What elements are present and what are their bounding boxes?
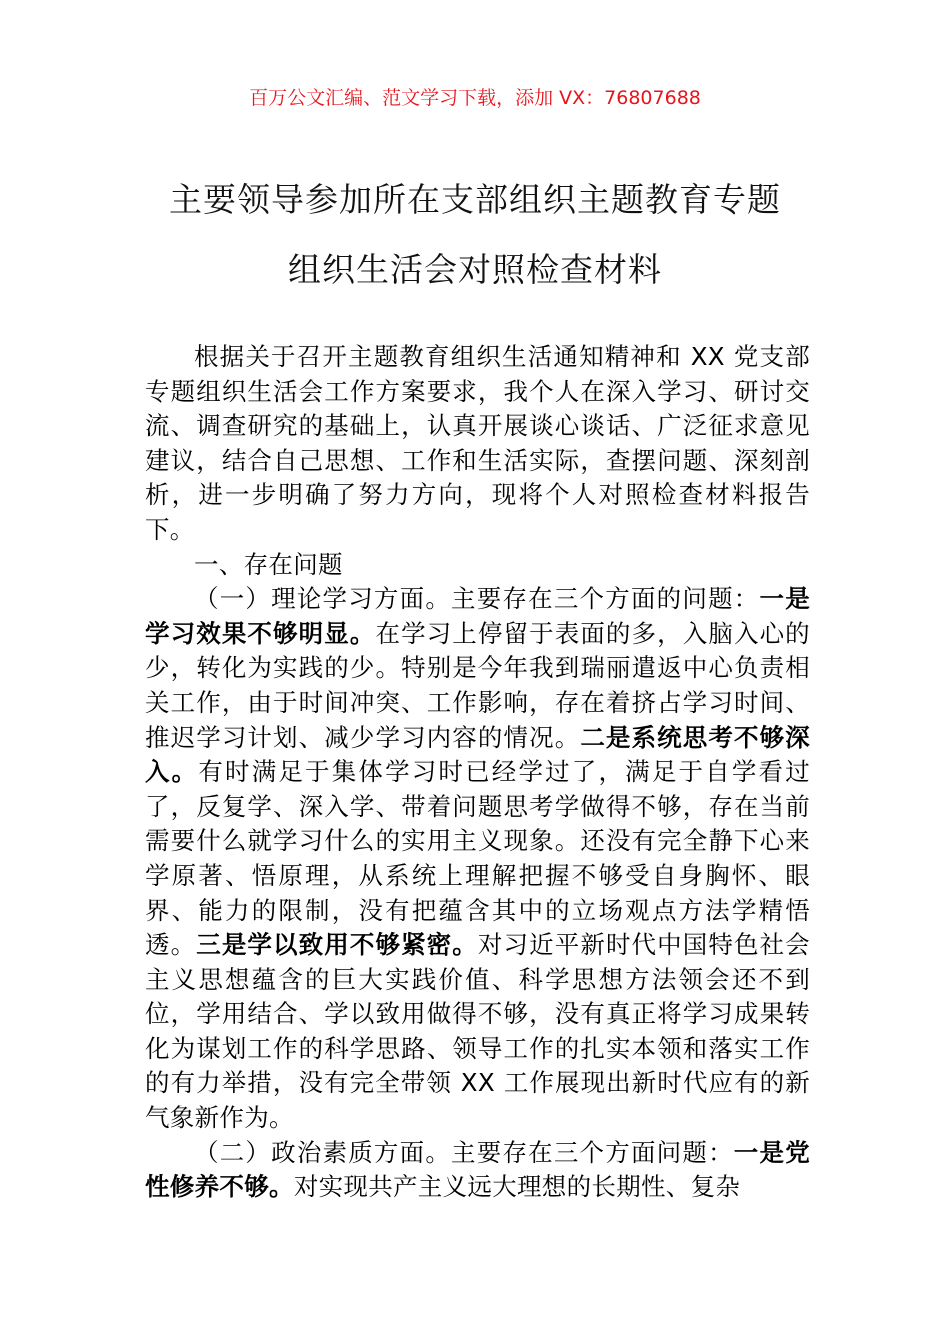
paragraph-lead: （二）政治素质方面。主要存在三个方面问题： <box>194 1137 734 1167</box>
paragraph-political-quality <box>145 1136 810 1205</box>
point-text: 对实现共产主义远大理想的长期性、复杂 <box>293 1172 741 1202</box>
document-title-line-2: 组织生活会对照检查材料 <box>288 250 662 289</box>
point-text: 对习近平新时代中国特色社会主义思想蕴含的巨大实践价值、科学思想方法领会还不到位，学用结合、学以致用做得不够，没有真正将学习成果转化为谋划工作的科学思路、领导工作的扎实本领和落实工作的有力举措，没有完全带领 XX 工作展现出新时代应有的新气象新作为。 <box>145 930 810 1133</box>
point-heading: 三是学以致用不够紧密。 <box>196 930 478 960</box>
paragraph-theory-study <box>145 582 810 1136</box>
point-text: 有时满足于集体学习时已经学过了，满足于自学看过了，反复学、深入学、带着问题思考学做得不够，存在当前需要什么就学习什么的实用主义现象。还没有完全静下心来学原著、悟原理，从系统上理解把握不够受自身胸怀、眼界、能力的限制，没有把蕴含其中的立场观点方法学精悟透。 <box>145 757 810 960</box>
document-body <box>145 340 810 1205</box>
document-title-line-1: 主要领导参加所在支部组织主题教育专题 <box>169 180 781 219</box>
promo-header: 百万公文汇编、范文学习下载，添加 VX：76807688 <box>249 87 701 109</box>
point-heading: 一是党性修养不够。 <box>145 1137 810 1202</box>
point-heading: 二是系统思考不够深入。 <box>145 722 810 787</box>
paragraph-lead: （一）理论学习方面。主要存在三个方面的问题： <box>194 584 760 614</box>
point-text: 在学习上停留于表面的多，入脑入心的少，转化为实践的少。特别是今年我到瑞丽遣返中心负责相关工作，由于时间冲突、工作影响，存在着挤占学习时间、推迟学习计划、减少学习内容的情况。 <box>145 618 810 752</box>
section-heading-problems: 一、存在问题 <box>194 549 343 579</box>
intro-paragraph: 根据关于召开主题教育组织生活通知精神和 XX 党支部专题组织生活会工作方案要求，我个人在深入学习、研讨交流、调查研究的基础上，认真开展谈心谈话、广泛征求意见建议，结合自己思想、工作和生活实际，查摆问题、深刻剖析，进一步明确了努力方向，现将个人对照检查材料报告下。 <box>145 342 810 544</box>
point-heading: 一是学习效果不够明显。 <box>145 584 810 648</box>
